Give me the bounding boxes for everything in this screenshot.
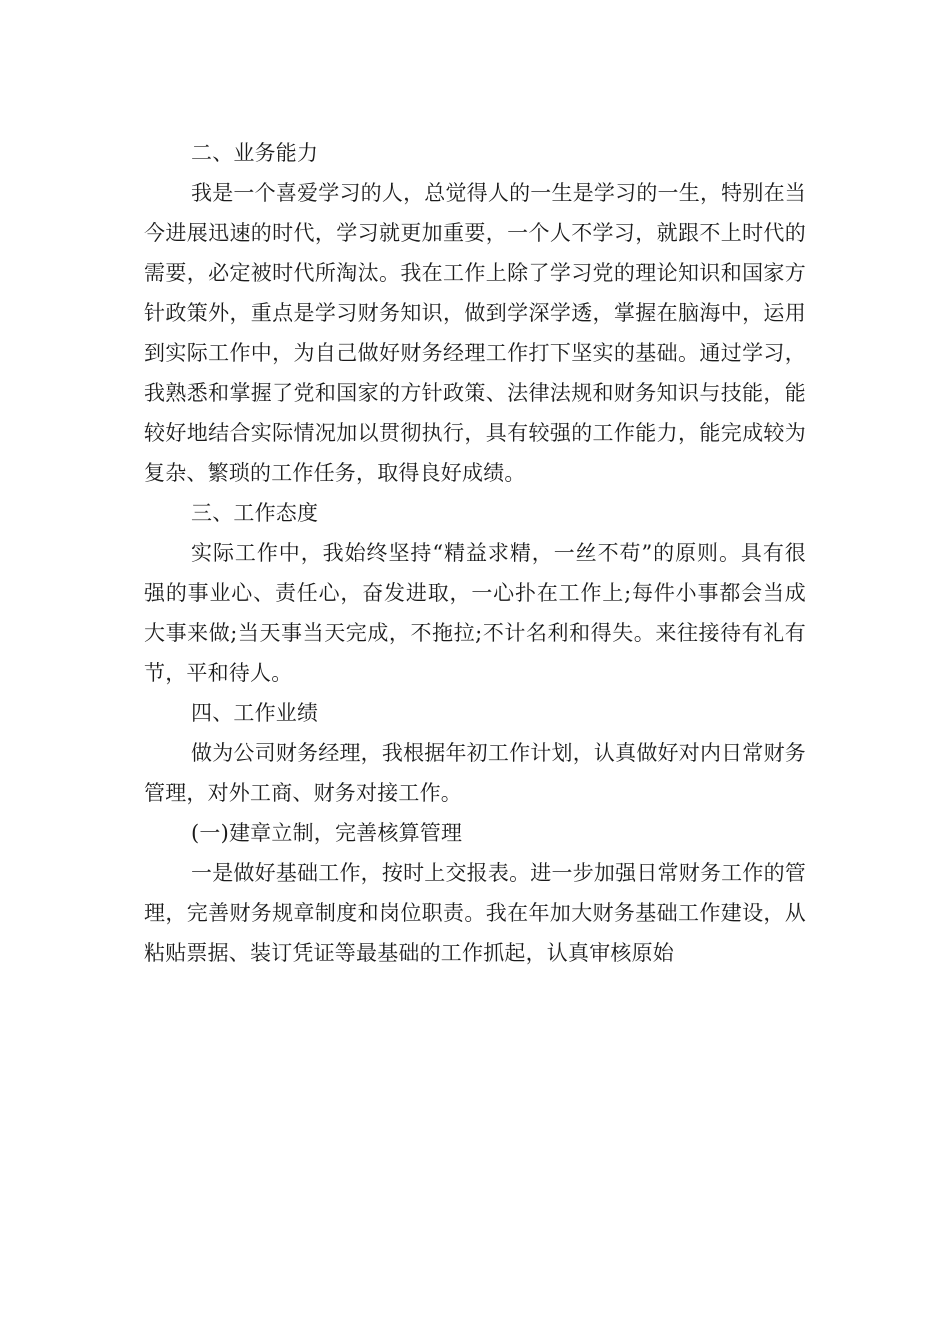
paragraph-performance: 做为公司财务经理，我根据年初工作计划，认真做好对内日常财务管理，对外工商、财务对接工作。	[144, 741, 806, 805]
section-heading-business-ability: 二、业务能力	[191, 141, 319, 165]
section-heading-work-attitude: 三、工作态度	[191, 501, 319, 525]
paragraph-attitude: 实际工作中，我始终坚持“精益求精，一丝不苟”的原则。具有很强的事业心、责任心，奋发进取，一心扑在工作上;每件小事都会当成大事来做;当天事当天完成，不拖拉;不计名利和得失。来往接待有礼有节，平和待人。	[144, 541, 806, 685]
paragraph-basic-work: 一是做好基础工作，按时上交报表。进一步加强日常财务工作的管理，完善财务规章制度和岗位职责。我在年加大财务基础工作建设，从粘贴票据、装订凭证等最基础的工作抓起，认真审核原始	[144, 861, 806, 965]
section-heading-work-performance: 四、工作业绩	[191, 701, 319, 725]
subsection-heading-rules: (一)建章立制，完善核算管理	[191, 821, 463, 845]
document-page	[144, 133, 806, 973]
paragraph-learning: 我是一个喜爱学习的人，总觉得人的一生是学习的一生，特别在当今进展迅速的时代，学习就更加重要，一个人不学习，就跟不上时代的需要，必定被时代所淘汰。我在工作上除了学习党的理论知识和国家方针政策外，重点是学习财务知识，做到学深学透，掌握在脑海中，运用到实际工作中，为自己做好财务经理工作打下坚实的基础。通过学习，我熟悉和掌握了党和国家的方针政策、法律法规和财务知识与技能，能较好地结合实际情况加以贯彻执行，具有较强的工作能力，能完成较为复杂、繁琐的工作任务，取得良好成绩。	[144, 181, 806, 485]
